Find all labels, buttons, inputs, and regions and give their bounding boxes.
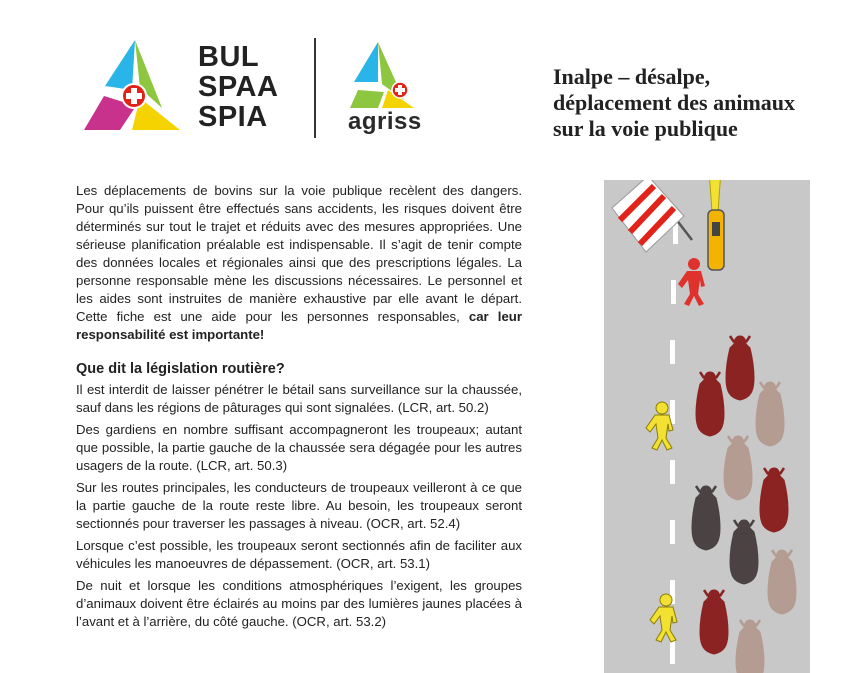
law-paragraph: Lorsque c’est possible, les troupeaux seront sectionnés afin de faciliter aux véhicules les manoeuvres de dépassement. (OCR, art. 53.1) bbox=[76, 538, 522, 571]
bul-line: SPAA bbox=[198, 71, 279, 103]
agriss-wordmark: agriss bbox=[348, 108, 422, 135]
title-line: déplacement des animaux bbox=[553, 90, 795, 115]
law-paragraph: Des gardiens en nombre suffisant accompagneront les troupeaux; autant que possible, la partie gauche de la chaussée sera dégagée pour les autres usagers de la route. (LCR, art. 50.3) bbox=[76, 422, 522, 473]
main-content bbox=[76, 182, 522, 635]
bul-line: BUL bbox=[198, 41, 260, 73]
law-paragraph: De nuit et lorsque les conditions atmosphériques l’exigent, les groupes d’animaux doivent être éclairés au moins par des lumières jaunes placées à l’avant et à l’arrière, du côté gauche. (OCR, art. 53.2) bbox=[76, 578, 522, 629]
intro-text: Les déplacements de bovins sur la voie publique recèlent des dangers. Pour qu’ils puissent être effectués sans accidents, les risques doivent être déterminés sur tout le trajet et réduits avec des mesures appropriées. Une sérieuse planification préalable est indispensable. Il s’agit de tenir compte des données locales et régionales ainsi que des prescriptions légales. La personne responsable mène les discussions nécessaires. Le personnel et les aides sont instruites de manière exhaustive par elle avant le départ. Cette fiche est une aide pour les personnes responsables, bbox=[76, 183, 522, 324]
logo-divider bbox=[314, 38, 316, 138]
title-line: Inalpe – désalpe, bbox=[553, 64, 711, 89]
swiss-cross-icon bbox=[122, 84, 146, 108]
law-paragraph: Sur les routes principales, les conducteurs de troupeaux veilleront à ce que la partie gauche de la route reste libre. Au besoin, les troupeaux seront sectionnés pour traverser les passages à niveau. (OCR, art. 52.4) bbox=[76, 480, 522, 531]
law-paragraph: Il est interdit de laisser pénétrer le bétail sans surveillance sur la chaussée, sauf dans les régions de pâturages qui sont signalées. (LCR, art. 50.2) bbox=[76, 382, 522, 415]
intro-emphasis: car leur responsabilité est importante! bbox=[76, 309, 522, 342]
title-line: sur la voie publique bbox=[553, 116, 738, 141]
agriss-triangle-logo bbox=[348, 40, 418, 112]
page-title bbox=[553, 64, 843, 142]
intro-paragraph bbox=[76, 182, 522, 344]
bul-logo bbox=[80, 38, 185, 133]
bul-line: SPIA bbox=[198, 101, 268, 133]
swiss-cross-icon bbox=[392, 82, 408, 98]
section-heading: Que dit la législation routière? bbox=[76, 361, 285, 377]
road-illustration bbox=[604, 180, 810, 673]
bul-wordmark bbox=[198, 42, 278, 132]
